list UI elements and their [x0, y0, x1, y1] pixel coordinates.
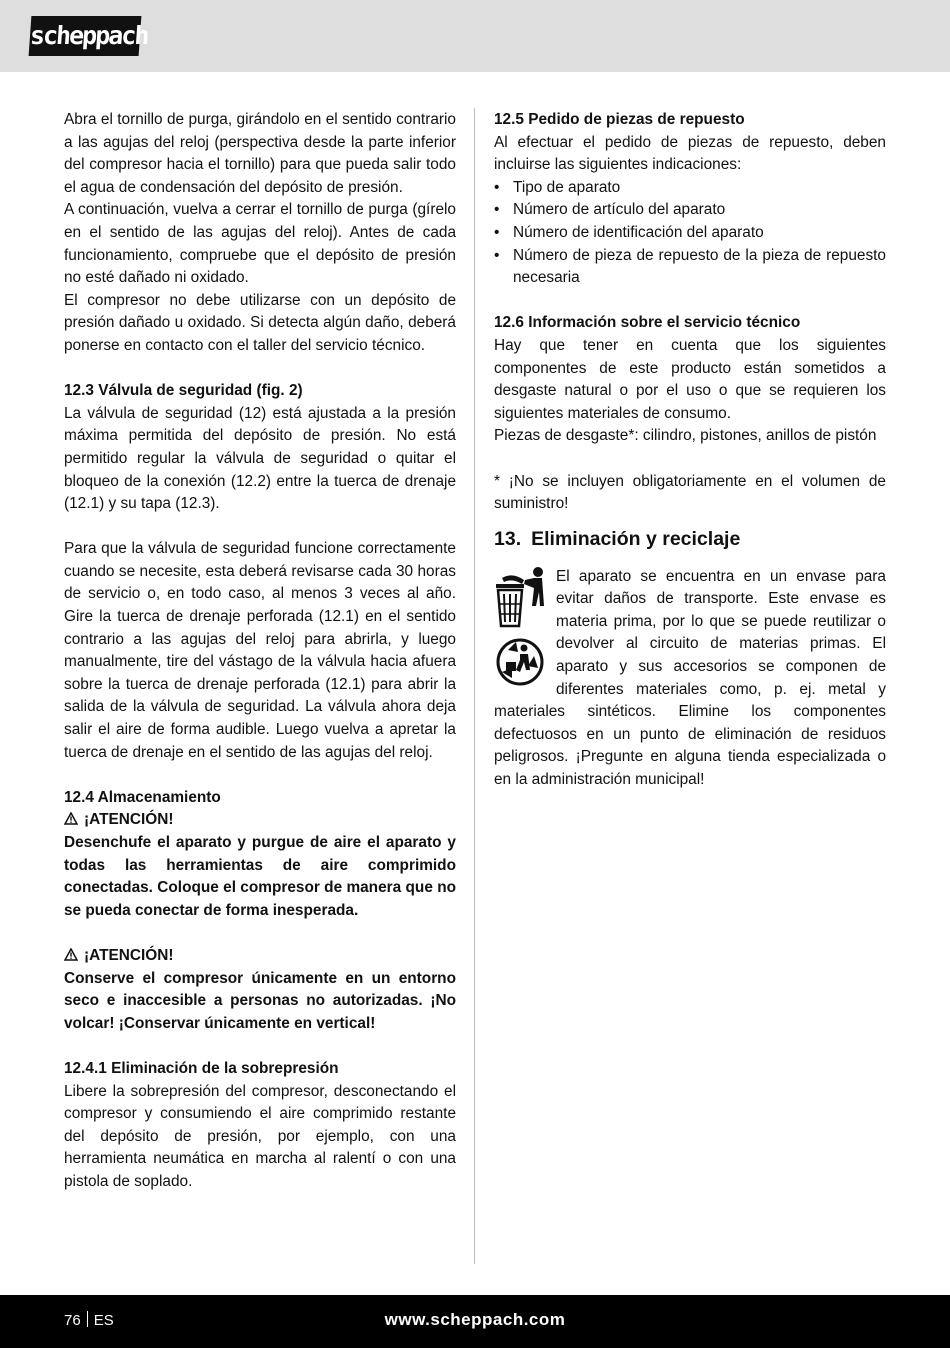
- page-header: [0, 0, 950, 72]
- section-12-5-title: 12.5 Pedido de piezas de repuesto: [494, 111, 745, 128]
- section-12-3-title: 12.3 Válvula de seguridad (fig. 2): [64, 382, 303, 400]
- warning-text-1: Desenchufe el aparato y purgue de aire el aparato y todas las herramientas de aire comprimido conectadas. Coloque el compresor de manera que no se pueda conectar de forma inesperada.: [64, 834, 456, 919]
- disposal-icons: [494, 566, 550, 690]
- warning-triangle-icon: [64, 948, 78, 961]
- list-item: • Tipo de aparato: [494, 177, 886, 200]
- safety-valve-paragraph-2: Para que la válvula de seguridad funcione correctamente cuando se necesite, esta deberá revisarse cada 30 horas de servicio o, en todo caso, al menos 3 veces al año. Gire la tuerca de drenaje perforada (12.1) en el sentido contrario a las agujas del reloj para abrirla, y luego manualmente, tire del vástago de la válvula hacia afuera sobre la tuerca de drenaje perforada (12.1) para abrir la salida de la válvula de seguridad. La válvula ahora deja salir el aire de forma audible. Luego vuelva a apretar la tuerca de drenaje en el sentido de las agujas del reloj.: [64, 540, 456, 761]
- service-paragraph-1: Hay que tener en cuenta que los siguientes componentes de este producto están sometidos a desgaste natural o por el uso o que se requieren los siguientes materiales de consumo.: [494, 336, 886, 422]
- section-13-heading: [494, 526, 886, 552]
- warning-label-2: [64, 945, 456, 968]
- list-item: • Número de pieza de repuesto de la pieza de repuesto necesaria: [494, 245, 886, 290]
- waste-bin-icon: [496, 567, 544, 626]
- overpressure-paragraph: Libere la sobrepresión del compresor, desconectando el compresor y consumiendo el aire comprimido restante del depósito de presión, por ejemplo, con una herramienta neumática en marcha al ralentí o con una pistola de soplado.: [64, 1082, 456, 1190]
- page-footer: [0, 1295, 950, 1348]
- website-url[interactable]: www.scheppach.com: [384, 1310, 566, 1329]
- section-12-6-title: 12.6 Información sobre el servicio técnico: [494, 314, 801, 332]
- warning-text-2: Conserve el compresor únicamente en un entorno seco e inaccesible a personas no autorizadas. ¡No volcar! ¡Conservar únicamente en vertical!: [64, 969, 456, 1032]
- section-13-number: 13.: [494, 527, 522, 550]
- right-column: [494, 109, 886, 792]
- service-footnote: * ¡No se incluyen obligatoriamente en el volumen de suministro!: [494, 472, 886, 513]
- list-item: • Número de artículo del aparato: [494, 199, 886, 222]
- service-paragraph-2: Piezas de desgaste*: cilindro, pistones, anillos de pistón: [494, 427, 877, 445]
- warning-label-1: [64, 809, 456, 832]
- left-column: [64, 109, 456, 1194]
- section-12-4-1-title: 12.4.1 Eliminación de la sobrepresión: [64, 1059, 339, 1077]
- purge-screw-paragraph: Abra el tornillo de purga, girándolo en el sentido contrario a las agujas del reloj (perspectiva desde la parte inferior del compresor hacia el tornillo) para que pueda salir todo el agua de condensación del depósito de presión.: [64, 111, 456, 196]
- section-13-title: Eliminación y reciclaje: [531, 527, 741, 550]
- warning-label-2-text: ¡ATENCIÓN!: [84, 946, 174, 964]
- page-number: 76: [64, 1312, 81, 1329]
- safety-valve-paragraph-1: La válvula de seguridad (12) está ajustada a la presión máxima permitida del depósito de presión. No está permitido regular la válvula de seguridad o quitar el bloqueo de la conexión (12.2) entre la tuerca de drenaje (12.1) y su tapa (12.3).: [64, 404, 456, 513]
- spare-parts-list: [494, 177, 886, 290]
- list-item: • Número de identificación del aparato: [494, 222, 886, 245]
- scheppach-logo: scheppach: [29, 16, 142, 56]
- close-screw-paragraph: A continuación, vuelva a cerrar el tornillo de purga (gírelo en el sentido de las agujas del reloj). Antes de cada funcionamiento, compruebe que el depósito de presión no esté dañado ni oxidado.: [64, 201, 456, 287]
- recycle-icon: [498, 640, 542, 684]
- column-divider: [474, 108, 475, 1264]
- damaged-tank-paragraph: El compresor no debe utilizarse con un depósito de presión dañado u oxidado. Si detecta algún daño, deberá ponerse en contacto con el taller del servicio técnico.: [64, 291, 456, 354]
- disposal-block: [494, 566, 886, 792]
- disposal-paragraph: El aparato se encuentra en un envase para evitar daños de transporte. Este envase es materia prima, por lo que se puede reutilizar o devolver al circuito de materias primas. El aparato y sus accesorios se componen de diferentes materiales como, p. ej. metal y materiales sintéticos. Elimine los componentes defectuosos en un punto de eliminación de residuos peligrosos. ¡Pregunte en alguna tienda especializada o en la administración municipal!: [494, 567, 886, 789]
- warning-label-1-text: ¡ATENCIÓN!: [84, 811, 174, 829]
- language-code: ES: [93, 1312, 114, 1329]
- warning-triangle-icon: [64, 812, 78, 825]
- section-12-4-title: 12.4 Almacenamiento: [64, 788, 221, 806]
- spare-parts-intro: Al efectuar el pedido de piezas de repuesto, deben incluirse las siguientes indicaciones:: [494, 133, 886, 174]
